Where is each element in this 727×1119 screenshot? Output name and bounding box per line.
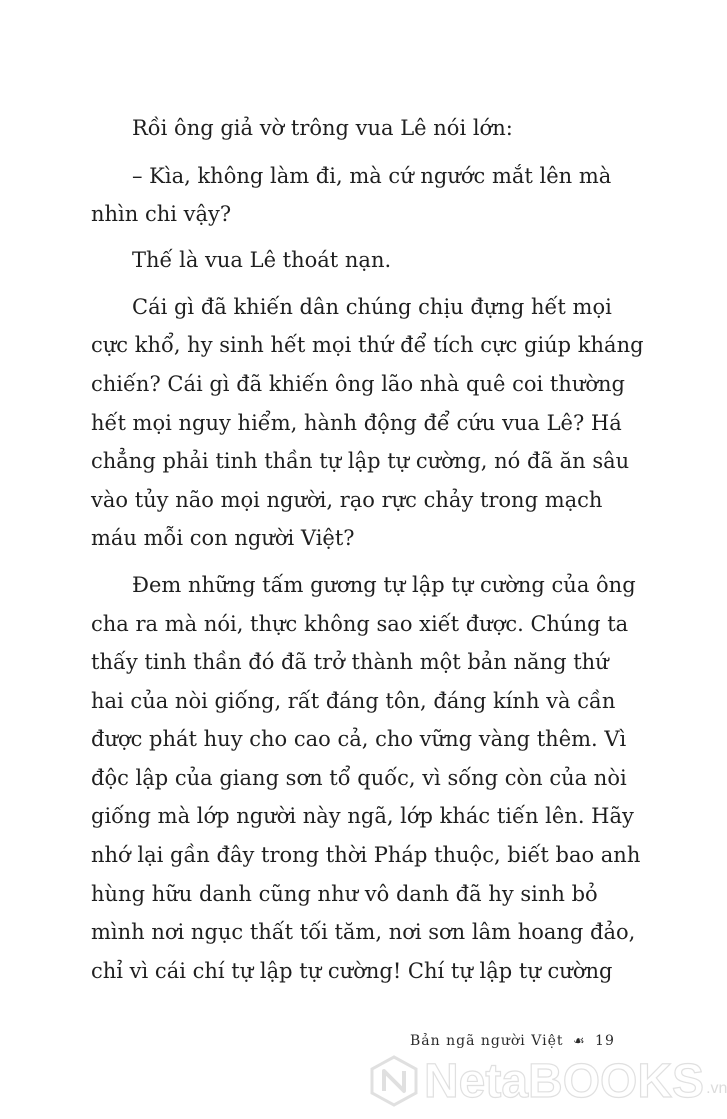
text-line: Cái gì đã khiến dân chúng chịu đựng hết mọi bbox=[132, 295, 612, 319]
watermark-brand: NetaBOOKS bbox=[424, 1054, 705, 1108]
text-line: mình nơi ngục thất tối tăm, nơi sơn lâm hoang đảo, bbox=[91, 920, 636, 944]
text-line: được phát huy cho cao cả, cho vững vàng thêm. Vì bbox=[91, 727, 627, 751]
watermark bbox=[368, 1052, 727, 1110]
ornament-separator: ☙ bbox=[572, 1034, 586, 1049]
text-line: hai của nòi giống, rất đáng tôn, đáng kính và cần bbox=[91, 689, 616, 713]
text-line: thấy tinh thần đó đã trở thành một bản năng thứ bbox=[91, 650, 609, 674]
watermark-suffix: .vn bbox=[706, 1080, 727, 1097]
text-line: giống mà lớp người này ngã, lớp khác tiến lên. Hãy bbox=[91, 804, 634, 828]
text-line: vào tủy não mọi người, rạo rực chảy trong mạch bbox=[91, 488, 603, 512]
text-line: cha ra mà nói, thực không sao xiết được. Chúng ta bbox=[91, 612, 629, 636]
text-line: chẳng phải tinh thần tự lập tự cường, nó đã ăn sâu bbox=[91, 449, 630, 473]
text-line: hùng hữu danh cũng như vô danh đã hy sinh bỏ bbox=[91, 882, 598, 906]
text-line: máu mỗi con người Việt? bbox=[91, 526, 355, 550]
text-line: – Kìa, không làm đi, mà cứ ngước mắt lên mà bbox=[132, 164, 612, 188]
text-line: nhớ lại gần đây trong thời Pháp thuộc, biết bao anh bbox=[91, 843, 641, 867]
text-line: độc lập của giang sơn tổ quốc, vì sống còn của nòi bbox=[91, 766, 627, 790]
text-line: Đem những tấm gương tự lập tự cường của ông bbox=[132, 573, 636, 597]
page-number: 19 bbox=[595, 1033, 615, 1049]
text-line: hết mọi nguy hiểm, hành động để cứu vua Lê? Há bbox=[91, 411, 622, 435]
running-title: Bản ngã người Việt bbox=[410, 1033, 564, 1049]
text-line: Rồi ông giả vờ trông vua Lê nói lớn: bbox=[132, 116, 513, 140]
neta-logo-icon bbox=[368, 1055, 420, 1107]
text-line: Thế là vua Lê thoát nạn. bbox=[132, 248, 392, 272]
text-line: chỉ vì cái chí tự lập tự cường! Chí tự lập tự cường bbox=[91, 959, 613, 983]
page-footer bbox=[410, 1033, 615, 1049]
text-line: cực khổ, hy sinh hết mọi thứ để tích cực giúp kháng bbox=[91, 333, 644, 357]
text-line: chiến? Cái gì đã khiến ông lão nhà quê coi thường bbox=[91, 372, 625, 396]
text-line: nhìn chi vậy? bbox=[91, 202, 232, 226]
